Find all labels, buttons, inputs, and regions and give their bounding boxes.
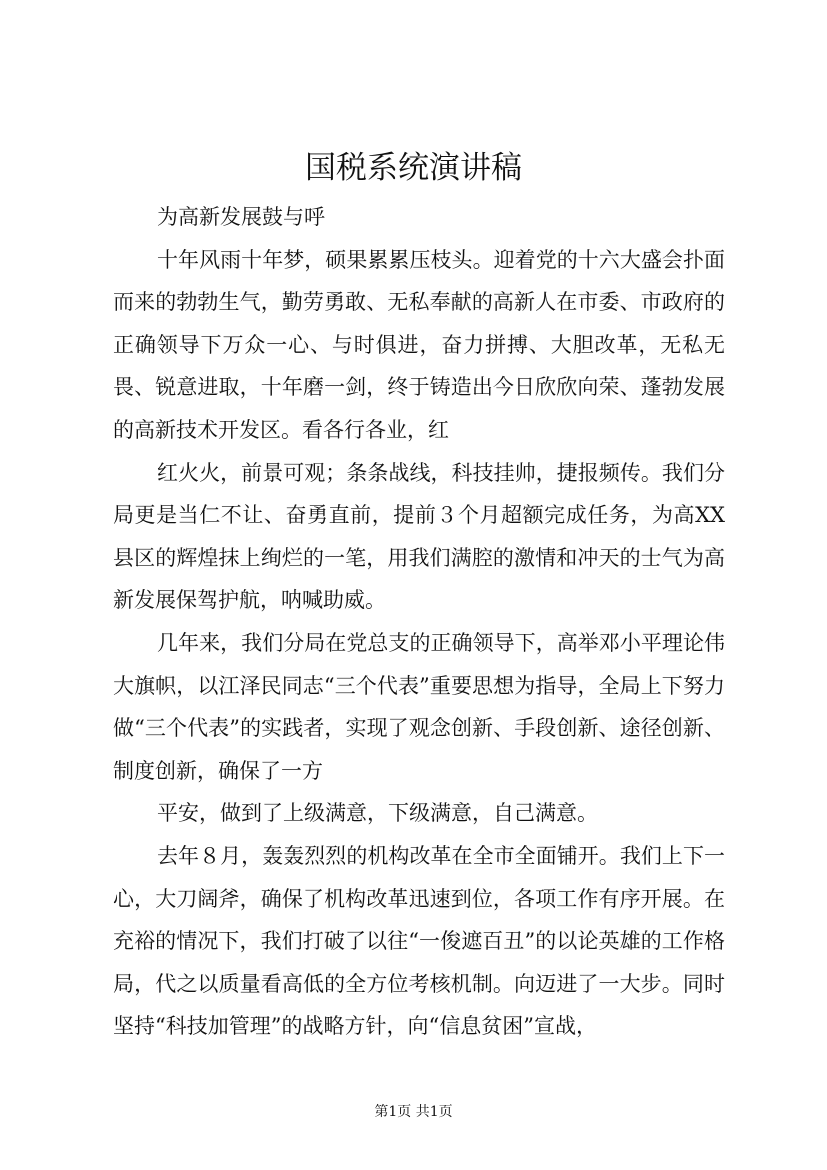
document-body <box>113 196 725 1048</box>
paragraph-3: 几年来，我们分局在党总支的正确领导下，高举邓小平理论伟大旗帜，以江泽民同志“三个代表”重要思想为指导，全局上下努力做“三个代表”的实践者，实现了观念创新、手段创新、途径创新、制度创新，确保了一方 <box>113 630 725 783</box>
paragraph-4: 平安，做到了上级满意，下级满意，自己满意。 <box>157 801 598 826</box>
paragraph-1: 十年风雨十年梦，硕果累累压枝头。迎着党的十六大盛会扑面而来的勃勃生气，勤劳勇敢、无私奉献的高新人在市委、市政府的正确领导下万众一心、与时俱进，奋力拼搏、大胆改革，无私无畏、锐意进取，十年磨一剑，终于铸造出今日欣欣向荣、蓬勃发展的高新技术开发区。看各行各业，红 <box>113 247 725 442</box>
paragraph-2: 红火火，前景可观；条条战线，科技挂帅，捷报频传。我们分局更是当仁不让、奋勇直前，提前３个月超额完成任务，为高XX县区的辉煌抹上绚烂的一笔，用我们满腔的激情和冲天的士气为高新发展保驾护航，呐喊助威。 <box>113 460 725 613</box>
document-subtitle: 为高新发展鼓与呼 <box>157 205 325 229</box>
page-footer: 第1页 共1页 <box>374 1104 453 1120</box>
document-title: 国税系统演讲稿 <box>305 150 522 186</box>
paragraph-5: 去年８月，轰轰烈烈的机构改革在全市全面铺开。我们上下一心，大刀阔斧，确保了机构改革迅速到位，各项工作有序开展。在充裕的情况下，我们打破了以往“一俊遮百丑”的以论英雄的工作格局，代之以质量看高低的全方位考核机制。向迈进了一大步。同时坚持“科技加管理”的战略方针，向“信息贫困”宣战， <box>113 843 725 1039</box>
